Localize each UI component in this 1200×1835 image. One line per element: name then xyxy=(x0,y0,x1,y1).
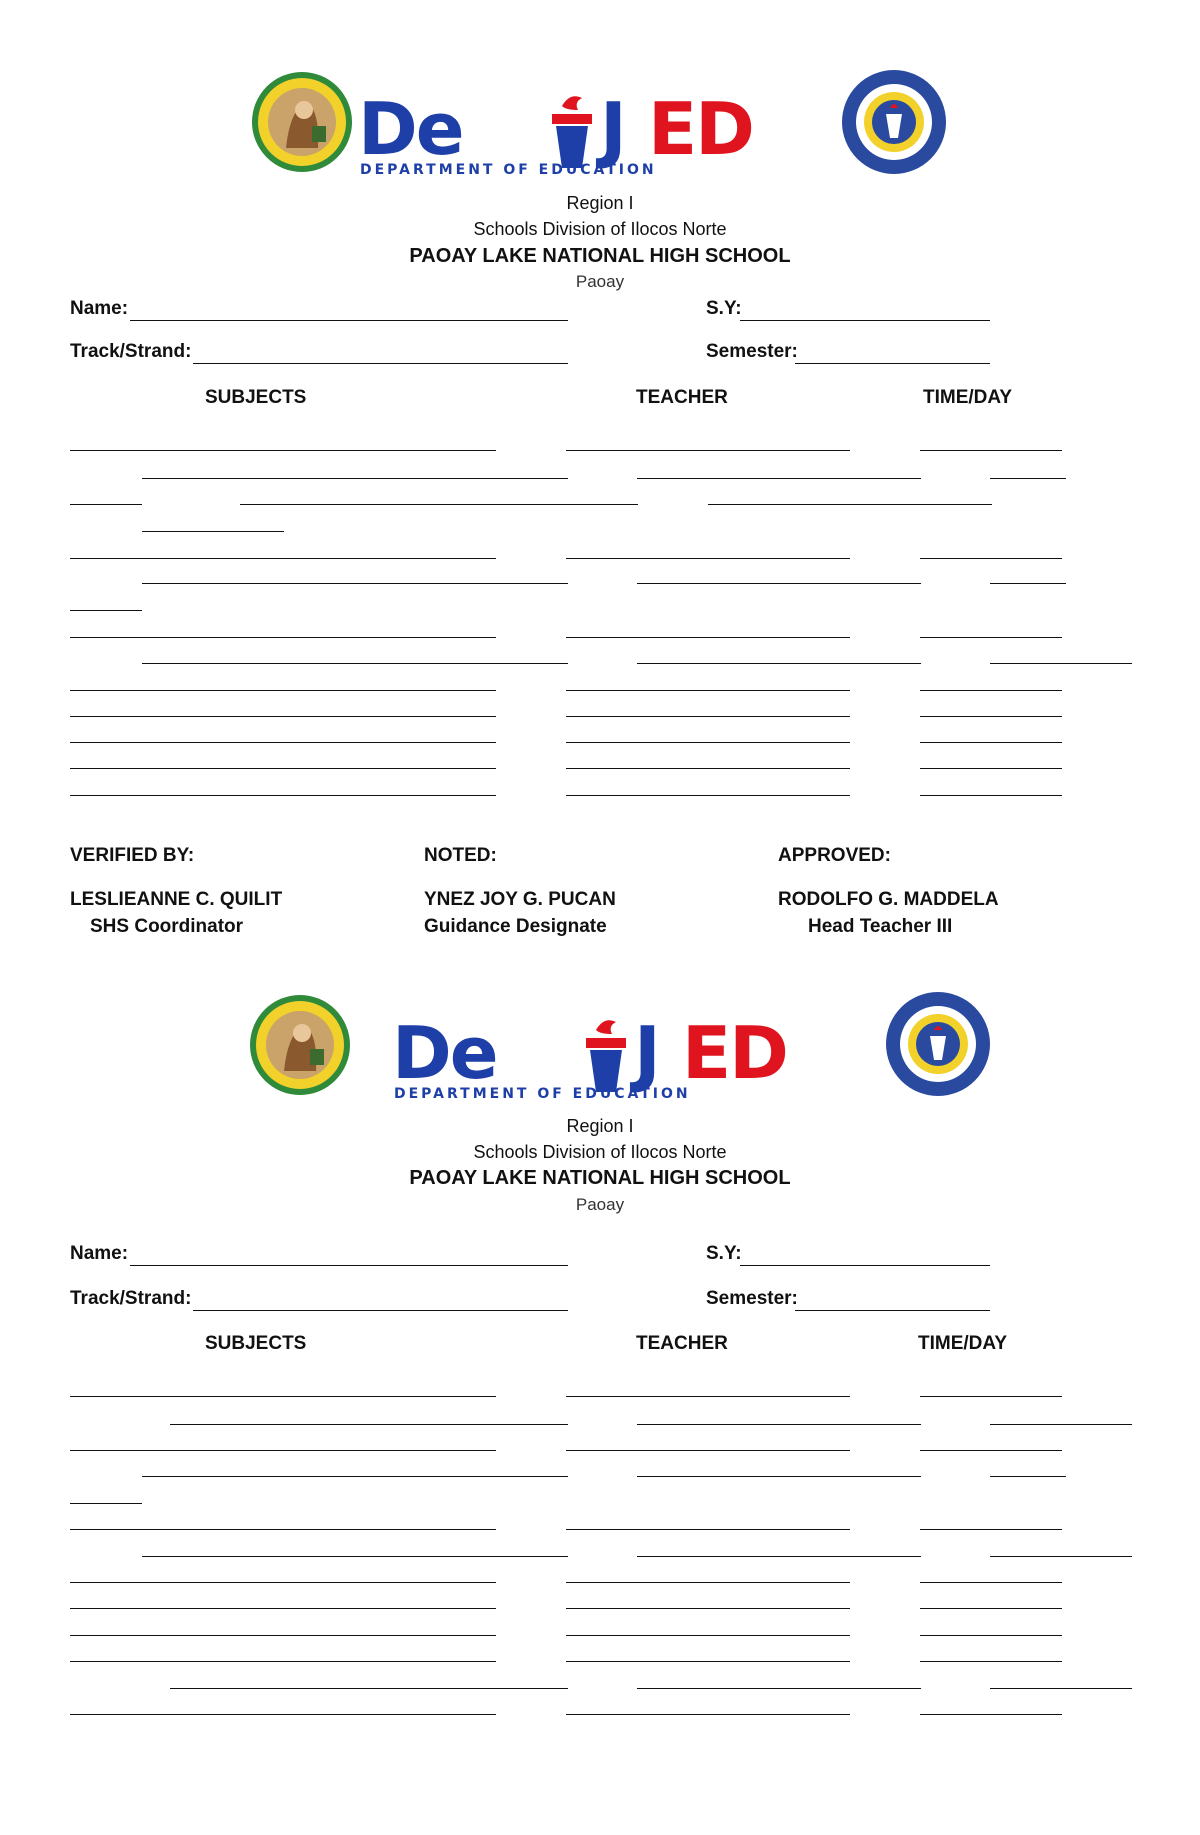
sy-field[interactable] xyxy=(740,320,990,321)
time-line[interactable] xyxy=(920,1450,1062,1451)
svg-text:ED: ED xyxy=(648,88,753,171)
school-name: PAOAY LAKE NATIONAL HIGH SCHOOL xyxy=(409,245,791,267)
approver-name: RODOLFO G. MADDELA xyxy=(778,889,999,910)
time-line[interactable] xyxy=(990,663,1132,664)
time-line[interactable] xyxy=(920,1714,1062,1715)
subject-line[interactable] xyxy=(70,450,496,451)
teacher-line[interactable] xyxy=(566,768,850,769)
teacher-line[interactable] xyxy=(566,690,850,691)
time-line[interactable] xyxy=(70,1503,142,1504)
subject-line[interactable] xyxy=(70,768,496,769)
time-line[interactable] xyxy=(920,1582,1062,1583)
deped-logo xyxy=(390,1012,870,1102)
subject-line[interactable] xyxy=(70,1450,496,1451)
semester-field[interactable] xyxy=(795,363,990,364)
subject-line[interactable] xyxy=(70,558,496,559)
time-line[interactable] xyxy=(920,1661,1062,1662)
name-label: Name: xyxy=(70,1243,129,1264)
town-text: Paoay xyxy=(575,272,625,291)
semester-label: Semester: xyxy=(706,341,798,362)
noter-title: Guidance Designate xyxy=(424,916,607,937)
semester-label: Semester: xyxy=(706,1288,798,1309)
time-line[interactable] xyxy=(920,1635,1062,1636)
time-line[interactable] xyxy=(142,531,284,532)
track-label: Track/Strand: xyxy=(70,341,192,362)
subject-line[interactable] xyxy=(70,1529,496,1530)
teacher-line[interactable] xyxy=(637,1424,921,1425)
time-line[interactable] xyxy=(920,716,1062,717)
subject-line[interactable] xyxy=(142,478,568,479)
time-line[interactable] xyxy=(990,1476,1066,1477)
subject-line[interactable] xyxy=(142,663,568,664)
teacher-line[interactable] xyxy=(637,1476,921,1477)
verifier-title: SHS Coordinator xyxy=(90,916,244,937)
teacher-line[interactable] xyxy=(637,1556,921,1557)
subject-line[interactable] xyxy=(70,1635,496,1636)
time-line[interactable] xyxy=(920,768,1062,769)
region-text: Region I xyxy=(566,193,634,213)
time-line[interactable] xyxy=(920,1396,1062,1397)
svg-text:J: J xyxy=(634,1012,659,1095)
teacher-line[interactable] xyxy=(566,1661,850,1662)
teacher-line[interactable] xyxy=(637,478,921,479)
time-line[interactable] xyxy=(920,558,1062,559)
subjects-header: SUBJECTS xyxy=(205,1333,307,1354)
time-line[interactable] xyxy=(70,610,142,611)
time-line[interactable] xyxy=(920,795,1062,796)
time-line[interactable] xyxy=(920,1529,1062,1530)
noted-label: NOTED: xyxy=(424,845,497,866)
subject-line[interactable] xyxy=(70,1714,496,1715)
teacher-line[interactable] xyxy=(566,1396,850,1397)
deped-subtitle: DEPARTMENT OF EDUCATION xyxy=(360,162,657,178)
teacher-line[interactable] xyxy=(566,558,850,559)
time-line[interactable] xyxy=(990,478,1066,479)
time-header: TIME/DAY xyxy=(923,387,1013,408)
deped-logo xyxy=(356,88,836,178)
time-line[interactable] xyxy=(990,1556,1132,1557)
subject-line[interactable] xyxy=(70,795,496,796)
teacher-header: TEACHER xyxy=(636,387,728,408)
subject-line[interactable] xyxy=(70,1582,496,1583)
teacher-line[interactable] xyxy=(566,1450,850,1451)
division-text: Schools Division of Ilocos Norte xyxy=(473,1142,727,1162)
teacher-line[interactable] xyxy=(708,504,992,505)
name-field[interactable] xyxy=(130,320,568,321)
subject-line[interactable] xyxy=(70,742,496,743)
teacher-line[interactable] xyxy=(566,1714,850,1715)
teacher-header: TEACHER xyxy=(636,1333,728,1354)
subject-line[interactable] xyxy=(142,1476,568,1477)
subject-line[interactable] xyxy=(170,1424,568,1425)
approver-title: Head Teacher III xyxy=(808,916,953,937)
school-name: PAOAY LAKE NATIONAL HIGH SCHOOL xyxy=(409,1167,791,1189)
teacher-line[interactable] xyxy=(566,1608,850,1609)
svg-text:De: De xyxy=(358,88,463,171)
left-seal-logo xyxy=(250,70,354,174)
teacher-line[interactable] xyxy=(566,1529,850,1530)
teacher-line[interactable] xyxy=(637,583,921,584)
time-line[interactable] xyxy=(990,583,1066,584)
verified-label: VERIFIED BY: xyxy=(70,845,195,866)
teacher-line[interactable] xyxy=(566,637,850,638)
track-field[interactable] xyxy=(193,363,568,364)
svg-text:ED: ED xyxy=(682,1012,787,1095)
deped-subtitle: DEPARTMENT OF EDUCATION xyxy=(394,1086,691,1102)
subject-line[interactable] xyxy=(142,1556,568,1557)
track-field[interactable] xyxy=(193,1310,568,1311)
svg-text:De: De xyxy=(392,1012,497,1095)
subject-line[interactable] xyxy=(70,637,496,638)
teacher-line[interactable] xyxy=(566,716,850,717)
sy-field[interactable] xyxy=(740,1265,990,1266)
subject-line[interactable] xyxy=(70,1608,496,1609)
time-line[interactable] xyxy=(990,1688,1132,1689)
track-label: Track/Strand: xyxy=(70,1288,192,1309)
right-seal-logo xyxy=(884,990,992,1098)
subjects-header: SUBJECTS xyxy=(205,387,307,408)
time-line[interactable] xyxy=(920,450,1062,451)
svg-text:J: J xyxy=(600,88,625,171)
division-text: Schools Division of Ilocos Norte xyxy=(473,219,727,239)
semester-field[interactable] xyxy=(795,1310,990,1311)
subject-line[interactable] xyxy=(70,690,496,691)
name-label: Name: xyxy=(70,298,129,319)
verifier-name: LESLIEANNE C. QUILIT xyxy=(70,889,283,910)
teacher-line[interactable] xyxy=(637,1688,921,1689)
approved-label: APPROVED: xyxy=(778,845,891,866)
teacher-line[interactable] xyxy=(566,742,850,743)
time-line[interactable] xyxy=(920,637,1062,638)
subject-line[interactable] xyxy=(70,1661,496,1662)
teacher-line[interactable] xyxy=(637,663,921,664)
subject-line[interactable] xyxy=(170,1688,568,1689)
teacher-line[interactable] xyxy=(566,450,850,451)
time-line[interactable] xyxy=(70,504,142,505)
subject-line[interactable] xyxy=(142,583,568,584)
noter-name: YNEZ JOY G. PUCAN xyxy=(424,889,616,910)
teacher-line[interactable] xyxy=(566,1582,850,1583)
time-line[interactable] xyxy=(920,742,1062,743)
sy-label: S.Y: xyxy=(706,1243,742,1264)
name-field[interactable] xyxy=(130,1265,568,1266)
subject-line[interactable] xyxy=(70,716,496,717)
time-line[interactable] xyxy=(990,1424,1132,1425)
region-text: Region I xyxy=(566,1116,634,1136)
time-header: TIME/DAY xyxy=(918,1333,1008,1354)
teacher-line[interactable] xyxy=(566,1635,850,1636)
sy-label: S.Y: xyxy=(706,298,742,319)
subject-line[interactable] xyxy=(70,1396,496,1397)
subject-line[interactable] xyxy=(240,504,638,505)
teacher-line[interactable] xyxy=(566,795,850,796)
time-line[interactable] xyxy=(920,1608,1062,1609)
right-seal-logo xyxy=(840,68,948,176)
left-seal-logo xyxy=(248,993,352,1097)
time-line[interactable] xyxy=(920,690,1062,691)
town-text: Paoay xyxy=(575,1195,625,1214)
